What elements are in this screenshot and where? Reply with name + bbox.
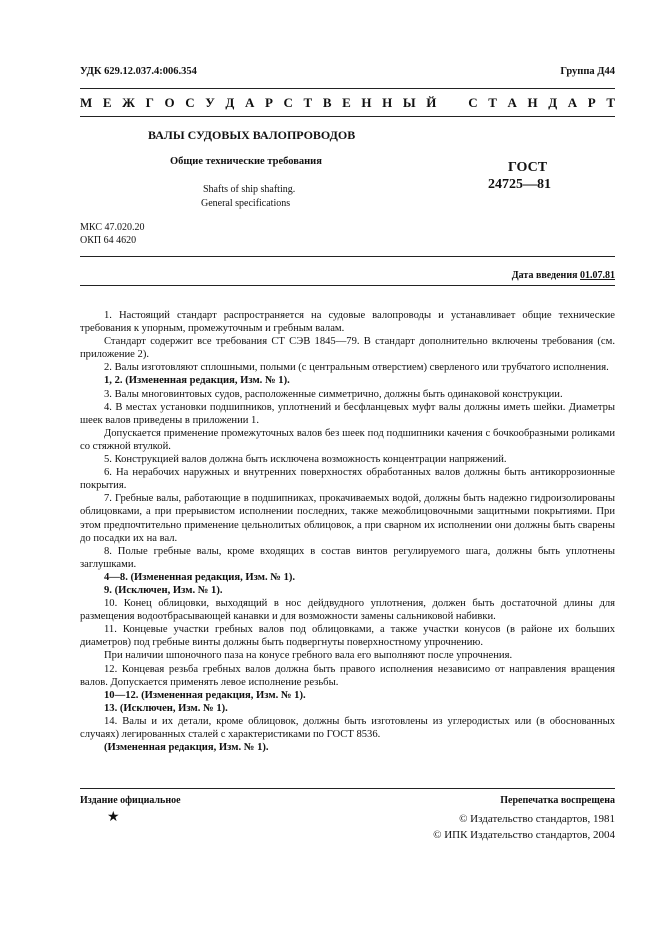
- official-edition-label: Издание официальное: [80, 795, 181, 806]
- banner-letter: Г: [145, 95, 154, 110]
- body-paragraph: (Измененная редакция, Изм. № 1).: [104, 742, 269, 754]
- body-paragraph: 14. Валы и их детали, кроме облицовок, должны быть изготовлены из углеродистых или (в обоснованных случаях) легированных сталей с характеристиками по ГОСТ 8536.: [80, 715, 615, 740]
- effective-date-value: 01.07.81: [580, 270, 615, 281]
- banner-letter: В: [322, 95, 332, 110]
- body-paragraph: При наличии шпоночного паза на конусе гребного вала его выполняют после упрочнения.: [104, 650, 513, 662]
- body-paragraph: 1. Настоящий стандарт распространяется на судовые валопроводы и устанавливает общие технические требования к упорным, промежуточным и гребным валам.: [80, 310, 615, 335]
- banner-letter: Н: [361, 95, 372, 110]
- banner-letter: О: [164, 95, 175, 110]
- body-paragraph: 12. Концевая резьба гребных валов должна быть правого исполнения независимо от направления вращения валов. Допускается применять левое исполнение резьбы.: [80, 663, 615, 688]
- interstate-standard-banner: [80, 95, 615, 111]
- english-title-line-2: General specifications: [201, 198, 291, 209]
- banner-letter: Т: [606, 95, 615, 110]
- mks-code: МКС 47.020.20: [80, 222, 145, 233]
- banner-letter: Ж: [122, 95, 136, 110]
- okp-code: ОКП 64 4620: [80, 235, 137, 246]
- banner-letter: А: [567, 95, 578, 110]
- body-paragraph: 10. Конец облицовки, выходящий в нос дейдвудного уплотнения, должен быть достаточной длины для размещения водоотбрасывающей канавки и для возможности замены сальниковой набивки.: [80, 598, 615, 623]
- document-body: [80, 309, 615, 754]
- codes-rule: [80, 256, 615, 257]
- date-rule: [80, 285, 615, 286]
- banner-letter: Р: [264, 95, 273, 110]
- banner-letter: Н: [527, 95, 538, 110]
- banner-letter: С: [185, 95, 195, 110]
- body-paragraph: 2. Валы изготовляют сплошными, полыми (с центральным отверстием) сверленого или трубчатого исполнения.: [104, 362, 609, 374]
- banner-letter: У: [205, 95, 215, 110]
- effective-date: [512, 270, 615, 281]
- banner-letter: Й: [426, 95, 437, 110]
- banner-letter: С: [283, 95, 293, 110]
- body-paragraph: Стандарт содержит все требования СТ СЭВ 1845—79. В стандарт дополнительно включены требования (см. приложение 2).: [80, 336, 615, 361]
- banner-letter: Е: [342, 95, 351, 110]
- body-paragraph: 1, 2. (Измененная редакция, Изм. № 1).: [104, 375, 290, 387]
- body-paragraph: 11. Концевые участки гребных валов под облицовками, а также участки конусов (в районе их больших диаметров) под гребные винты должны быть подвергнуты поверхностному упрочнению.: [80, 624, 615, 649]
- banner-letter: Д: [548, 95, 558, 110]
- body-paragraph: 7. Гребные валы, работающие в подшипниках, прокачиваемых водой, должны быть надежно гидроизолированы облицовками, а при прерывистом исполнении последних, также межоблицовочными защитными покрытиями. При этом предпочтительно применение цельнолитых облицовок, а при сварном их исполнении они должны быть сварены до посадки их на вал.: [80, 493, 615, 544]
- body-paragraph: 13. (Исключен, Изм. № 1).: [104, 702, 228, 714]
- banner-letter: Ы: [402, 95, 416, 110]
- document-subtitle: Общие технические требования: [170, 156, 322, 167]
- effective-date-label: Дата введения: [511, 270, 578, 281]
- reprint-prohibited-label: Перепечатка воспрещена: [500, 795, 615, 806]
- banner-letter: Е: [102, 95, 112, 110]
- body-paragraph: 10—12. (Измененная редакция, Изм. № 1).: [104, 689, 306, 701]
- group-code: Группа Д44: [560, 66, 615, 77]
- top-rule: [80, 88, 615, 89]
- body-paragraph: 9. (Исключен, Изм. № 1).: [104, 584, 223, 596]
- document-title: ВАЛЫ СУДОВЫХ ВАЛОПРОВОДОВ: [148, 128, 356, 142]
- star-icon: ★: [107, 810, 120, 825]
- gost-number: 24725—81: [488, 177, 551, 192]
- banner-letter: Д: [225, 95, 235, 110]
- english-title-line-1: Shafts of ship shafting.: [203, 184, 296, 195]
- banner-letter: Н: [382, 95, 393, 110]
- banner-rule: [80, 116, 615, 117]
- body-paragraph: 5. Конструкцией валов должна быть исключена возможность концентрации напряжений.: [104, 454, 507, 466]
- footer-rule: [80, 788, 615, 789]
- copyright-1981: © Издательство стандартов, 1981: [459, 813, 615, 825]
- banner-letter: Т: [303, 95, 313, 110]
- banner-letter: М: [80, 95, 93, 110]
- body-paragraph: 4. В местах установки подшипников, уплотнений и бесфланцевых муфт валы должны иметь шейки. Диаметры шеек валов приведены в приложении 1.: [80, 401, 615, 426]
- banner-letter: А: [507, 95, 517, 110]
- banner-letter: Р: [587, 95, 596, 110]
- gost-label: ГОСТ: [508, 160, 548, 175]
- banner-letter: С: [468, 95, 478, 110]
- body-paragraph: 4—8. (Измененная редакция, Изм. № 1).: [104, 571, 296, 583]
- banner-letter: А: [244, 95, 255, 110]
- body-paragraph: 3. Валы многовинтовых судов, расположенные симметрично, должны быть одинаковой конструкции.: [104, 388, 563, 400]
- body-paragraph: 6. На нерабочих наружных и внутренних поверхностях обработанных валов должны быть антикоррозионные покрытия.: [80, 467, 615, 492]
- banner-letter: Т: [488, 95, 497, 110]
- udk-code: УДК 629.12.037.4:006.354: [80, 66, 197, 77]
- body-paragraph: 8. Полые гребные валы, кроме входящих в состав винтов регулируемого шага, должны быть уплотнены заглушками.: [80, 545, 615, 570]
- body-paragraph: Допускается применение промежуточных валов без шеек под подшипники качения с бочкообразными роликами со стяжной втулкой.: [80, 427, 615, 452]
- copyright-2004: © ИПК Издательство стандартов, 2004: [433, 829, 615, 841]
